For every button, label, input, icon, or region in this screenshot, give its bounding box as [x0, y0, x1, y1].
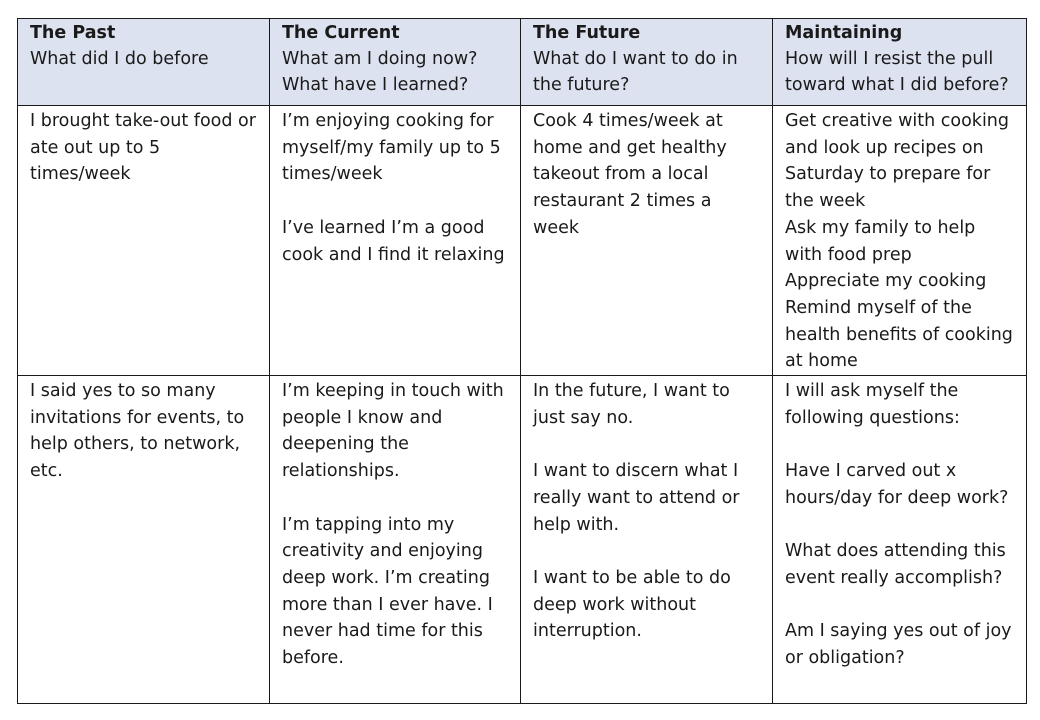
column-title: The Past: [30, 23, 116, 43]
cell-text: Have I carved out x hours/day for deep work?: [785, 461, 1009, 508]
header-row: [18, 19, 1027, 106]
header-cell-maintaining: [773, 19, 1027, 106]
column-title: Maintaining: [785, 23, 903, 43]
column-title: The Current: [282, 23, 400, 43]
paragraph-gap: [785, 592, 1016, 619]
cell-past: [18, 376, 270, 704]
cell-text: I’ve learned I’m a good cook and I find it relaxing: [282, 217, 505, 265]
paragraph-gap: [785, 512, 1016, 539]
cell-text: Appreciate my cooking: [785, 271, 987, 292]
cell-text: Cook 4 times/week at home and get healthy takeout from a local restaurant 2 times a week: [533, 111, 727, 238]
reflection-table: [17, 18, 1027, 704]
cell-text: I want to be able to do deep work without interruption.: [533, 567, 731, 642]
paragraph-gap: [785, 431, 1016, 458]
cell-current: [270, 376, 521, 704]
paragraph-gap: [282, 188, 510, 215]
cell-past: [18, 106, 270, 376]
table-row: [18, 106, 1027, 376]
cell-text: Remind myself of the health benefits of cooking at home: [785, 297, 1013, 372]
cell-text: I brought take-out food or ate out up to 5 times/week: [30, 111, 256, 185]
table-row: [18, 376, 1027, 704]
cell-maintaining: [773, 106, 1027, 376]
header-cell-current: [270, 19, 521, 106]
paragraph-gap: [533, 431, 762, 458]
cell-current: [270, 106, 521, 376]
cell-text: I said yes to so many invitations for events, to help others, to network, etc.: [30, 381, 245, 482]
column-title: The Future: [533, 23, 641, 43]
cell-maintaining: [773, 376, 1027, 704]
cell-text: Am I saying yes out of joy or obligation?: [785, 621, 1012, 669]
paragraph-gap: [533, 538, 762, 565]
column-subtitle: What do I want to do in the future?: [533, 49, 738, 95]
cell-text: What does attending this event really accomplish?: [785, 541, 1006, 588]
cell-text: Ask my family to help with food prep: [785, 217, 976, 265]
cell-text: I’m keeping in touch with people I know and deepening the relationships.: [282, 381, 504, 482]
cell-future: [521, 376, 773, 704]
cell-text: In the future, I want to just say no.: [533, 381, 730, 428]
cell-text: I will ask myself the following questions:: [785, 381, 960, 428]
cell-text: I’m tapping into my creativity and enjoying deep work. I’m creating more than I ever have. I never had time for this before.: [282, 514, 493, 669]
column-subtitle: What am I doing now? What have I learned?: [282, 49, 478, 95]
cell-text: I’m enjoying cooking for myself/my family up to 5 times/week: [282, 111, 501, 185]
cell-text: Get creative with cooking and look up recipes on Saturday to prepare for the week: [785, 111, 1010, 212]
column-subtitle: What did I do before: [30, 49, 209, 69]
paragraph-gap: [282, 485, 510, 512]
cell-text: I want to discern what I really want to attend or help with.: [533, 461, 740, 535]
header-cell-past: [18, 19, 270, 106]
header-cell-future: [521, 19, 773, 106]
cell-future: [521, 106, 773, 376]
column-subtitle: How will I resist the pull toward what I did before?: [785, 49, 1009, 95]
